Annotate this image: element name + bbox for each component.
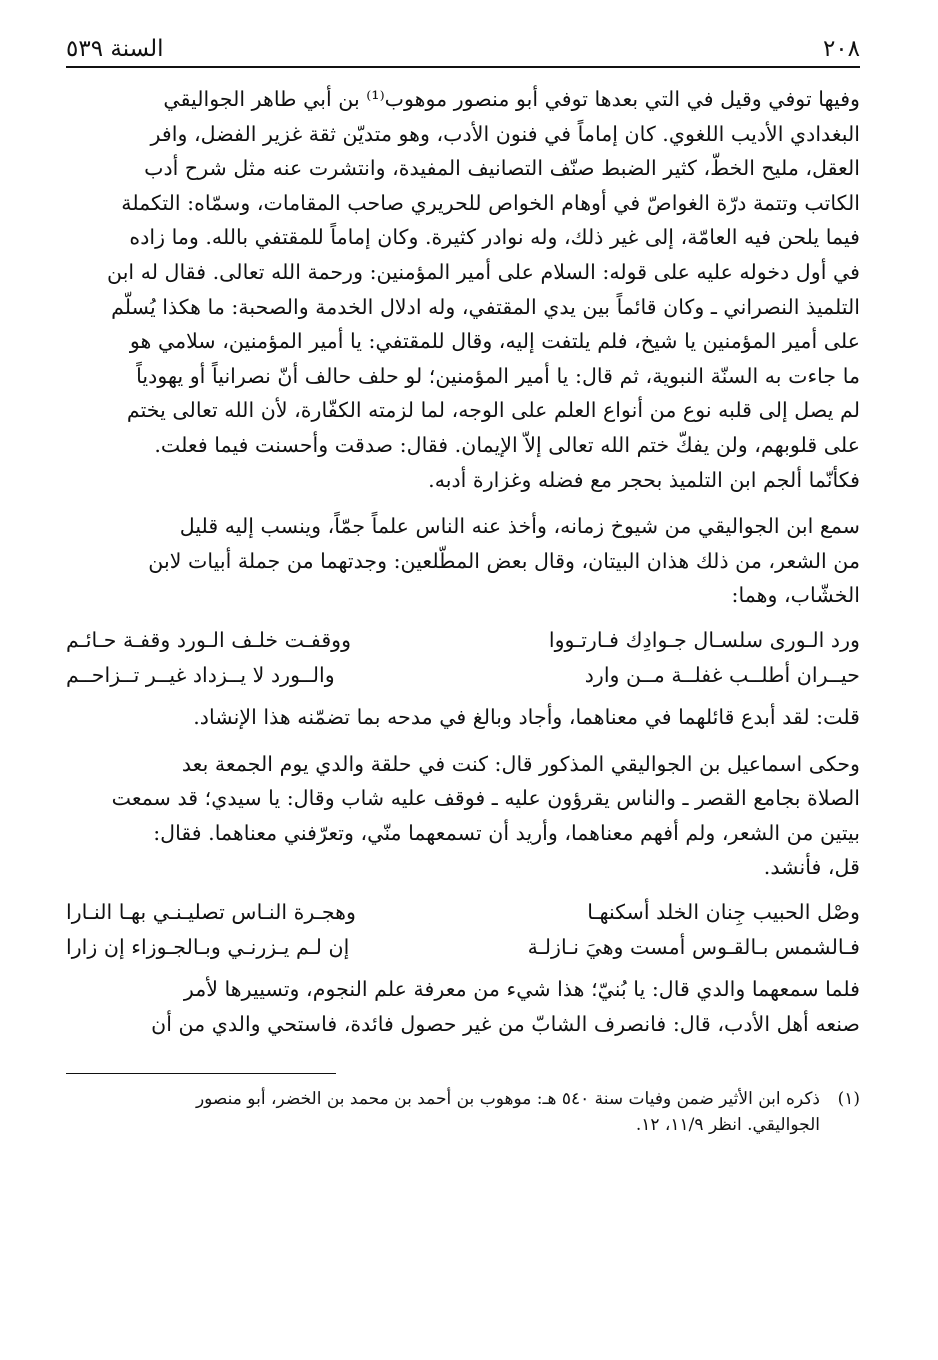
text-line: فلما سمعهما والدي قال: يا بُنيّ؛ هذا شيء من معرفة علم النجوم، وتسييرها لأمر: [183, 977, 860, 1002]
text-line: وفيها توفي وقيل في التي بعدها توفي أبو منصور موهوب⁽¹⁾ بن أبي طاهر الجواليقي: [163, 87, 860, 111]
text-line: صنعه أهل الأدب، قال: فانصرف الشابّ من غير حصول فائدة، فاستحي والدي من أن: [151, 1011, 860, 1036]
text-line: من الشعر، من ذلك هذان البيتان، وقال بعض المطّلعين: وجدتهما من جملة أبيات لابن: [148, 548, 860, 573]
first-hemistich: فـالشمس بـالقـوس أمست وهيَ نـازلـة: [527, 934, 860, 959]
first-hemistich: ورد الـورى سلسـال جـوادِك فـارتـووا: [548, 627, 860, 652]
paragraph-4: [66, 747, 860, 885]
poem-2: [66, 895, 860, 964]
page-number: ٢٠٨: [822, 36, 860, 62]
text-line: على قلوبهم، ولن يفكّ ختم الله تعالى إلاّ الإيمان. فقال: صدقت وأحسنت فيما فعلت.: [154, 432, 860, 457]
text-line: لم يصل إلى قلبه نوع من أنواع العلم على الوجه، لما لزمته الكفّارة، لأن الله تعالى يختم: [126, 398, 860, 423]
text-line: في أول دخوله عليه على قوله: السلام على أمير المؤمنين: ورحمة الله تعالى. فقال له ابن: [107, 259, 860, 284]
paragraph-5: [66, 972, 860, 1041]
text-line: البغدادي الأديب اللغوي. كان إماماً في فنون الأدب، وهو متديّن ثقة غزير الفضل، وافر: [150, 121, 860, 146]
text-line: على أمير المؤمنين يا شيخ، فلم يلتفت إليه، وقال للمقتفي: يا أمير المؤمنين، سلامي هو: [129, 329, 860, 354]
footnote-text: [66, 1086, 820, 1138]
footnote-number: (١): [837, 1089, 860, 1110]
verse-line: [66, 658, 860, 693]
book-page: [66, 30, 860, 1138]
first-hemistich: حيــران أطلــب غفلــة مــن وارد: [584, 662, 860, 687]
poem-1: [66, 623, 860, 692]
verse-line: [66, 930, 860, 965]
text-line: فكأنّما ألجم ابن التلميذ بحجر مع فضله وغزارة أدبه.: [428, 467, 860, 492]
text-line: التلميذ النصراني ـ وكان قائماً بين يدي المقتفي، وله ادلال الخدمة والصحبة: ما هكذا يُسلّم: [111, 294, 860, 319]
text-line: ما جاءت به السنّة النبوية، ثم قال: يا أمير المؤمنين؛ لو حلف حالف أنّ نصرانياً أو يهودياً: [136, 363, 860, 388]
second-hemistich: وهجـرة النـاس تصليـنـي بهـا النـارا: [66, 900, 356, 925]
second-hemistich: والــورد لا يــزداد غيــر تــزاحــم: [66, 662, 335, 687]
text-line: الخشّاب، وهما:: [731, 583, 860, 608]
text-line: قل، فأنشد.: [763, 855, 860, 880]
first-hemistich: وصْل الحبيب جِنان الخلد أسكنهـا: [587, 900, 860, 925]
second-hemistich: ووقفـت خلـف الـورد وقفـة حـائـم: [66, 627, 352, 652]
text-line: سمع ابن الجواليقي من شيوخ زمانه، وأخذ عنه الناس علماً جمّاً، وينسب إليه قليل: [179, 514, 860, 539]
text-line: قلت: لقد أبدع قائلهما في معناهما، وأجاد وبالغ في مدحه بما تضمّنه هذا الإنشاد.: [193, 705, 860, 730]
verse-line: [66, 623, 860, 658]
running-header: [66, 30, 860, 64]
footnote-line: الجواليقي. انظر ١١/٩، ١٢.: [635, 1115, 820, 1136]
second-hemistich: إن لـم يـزرنـي وبـالجـوزاء إن زارا: [66, 934, 350, 959]
text-line: بيتين من الشعر، ولم أفهم معناهما، وأريد أن تسمعهما منّي، وتعرّفني معناهما. فقال:: [153, 820, 860, 845]
header-rule: [66, 66, 860, 68]
paragraph-1: [66, 82, 860, 497]
text-line: فيما يلحن فيه العامّة، إلى غير ذلك، وله نوادر كثيرة. وكان إماماً للمقتفي بالله. وما زاده: [129, 225, 860, 250]
text-line: الكاتب وتتمة درّة الغواصّ في أوهام الخواص للحريري صاحب المقامات، وسمّاه: التكملة: [121, 190, 860, 215]
footnote-rule: [66, 1073, 336, 1074]
verse-line: [66, 895, 860, 930]
text-line: الصلاة بجامع القصر ـ والناس يقرؤون عليه ـ فوقف عليه شاب وقال: يا سيدي؛ قد سمعت: [111, 786, 860, 811]
paragraph-3: [66, 700, 860, 735]
footnote: [66, 1086, 860, 1138]
paragraph-2: [66, 509, 860, 613]
footnote-line: ذكره ابن الأثير ضمن وفيات سنة ٥٤٠ هـ: موهوب بن أحمد بن محمد بن الخضر، أبو منصور: [195, 1089, 820, 1110]
text-line: وحكى اسماعيل بن الجواليقي المذكور قال: كنت في حلقة والدي يوم الجمعة بعد: [181, 751, 860, 776]
year-heading: السنة ٥٣٩: [66, 36, 164, 62]
text-line: العقل، مليح الخطّ، كثير الضبط صنّف التصانيف المفيدة، وانتشرت عنه مثل شرح أدب: [144, 156, 860, 181]
